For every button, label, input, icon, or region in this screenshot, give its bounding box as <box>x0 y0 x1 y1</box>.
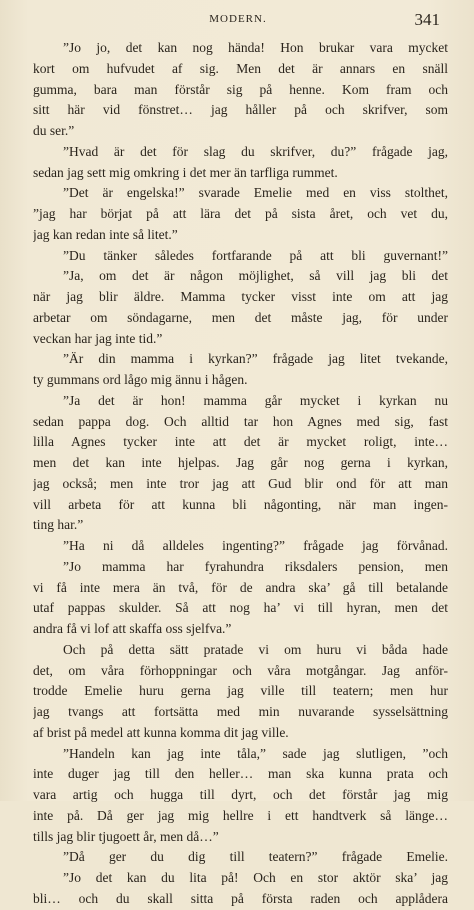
text-line: när jag blir äldre. Mamma tycker visst inte om att jag <box>33 289 448 304</box>
text-line: det, om våra förhoppningar och våra motgångar. Jag anför- <box>33 662 448 678</box>
text-line: sedan pappa dog. Och alltid tar hon Agnes med sig, fast <box>33 413 448 429</box>
text-line: ty gummans ord lågo mig ännu i hågen. <box>33 372 248 387</box>
text-line: ”Det är engelska!” svarade Emelie med en viss stolthet, <box>63 185 448 201</box>
text-line: jag också; men inte tror jag att Gud blir ond för att man <box>33 475 448 491</box>
text-line: inte på. Då ger jag mig hellre i ett handtverk så länge… <box>33 807 448 823</box>
text-line: sitt här vid fönstret… jag håller på och skrifver, som <box>33 102 448 118</box>
text-line: tills jag blir tjugoett år, men då…” <box>33 828 219 844</box>
text-line: ”Jo det kan du lita på! Och en stor aktör ska’ jag <box>63 870 448 885</box>
text-line: utaf pappas skulder. Så att nog ha’ vi till hyran, men det <box>33 600 448 616</box>
body-text <box>33 38 448 910</box>
text-line: bli… och du skall sitta på första raden och applådera <box>33 890 448 906</box>
text-line: vi få inte mera än två, för de andra ska’ gå till betalande <box>33 579 448 595</box>
text-line: trodde Emelie huru gerna jag ville till teatern; men hur <box>33 683 448 699</box>
page-number: 341 <box>414 10 440 29</box>
text-line: men det kan inte hjelpas. Jag går nog gerna i kyrkan, <box>33 455 448 470</box>
text-line: ”Jo mamma har fyrahundra riksdalers pension, men <box>63 558 448 574</box>
text-line: inte duger jag till den heller… man ska kunna prata och <box>33 766 448 782</box>
text-line: ”Då ger du dig till teatern?” frågade Emelie. <box>63 849 448 865</box>
text-line: vill arbeta för att kunna bli någonting, när man ingen- <box>33 496 448 512</box>
text-line: sedan jag sett mig omkring i det mer än tarfliga rummet. <box>33 164 338 180</box>
text-line: veckan har jag inte tid.” <box>33 330 163 346</box>
text-line: gumma, bara man förstår sig på henne. Kom fram och <box>33 81 448 97</box>
text-line: ”Ja, om det är någon möjlighet, så vill jag bli det <box>63 268 448 284</box>
text-line: jag tvangs att fortsätta med min nuvarande sysselsättning <box>33 704 448 719</box>
text-line: kort om hufvudet af sig. Men det är annars en snäll <box>33 60 448 76</box>
text-line: ”Ja det är hon! mamma går mycket i kyrkan nu <box>63 392 448 408</box>
text-line: ”Är din mamma i kyrkan?” frågade jag litet tvekande, <box>63 351 448 367</box>
text-line: vara artig och hugga till dyrt, och det förstår jag mig <box>33 787 448 802</box>
text-line: Och på detta sätt pratade vi om huru vi båda hade <box>63 641 448 657</box>
text-line: ”Du tänker således fortfarande på att bli guvernant!” <box>63 247 448 263</box>
text-line: ”Hvad är det för slag du skrifver, du?” frågade jag, <box>63 143 448 159</box>
running-title: MODERN. <box>209 13 267 25</box>
text-line: ”jag har börjat på att lära det på sista året, och vet du, <box>33 206 448 221</box>
text-line: ting har.” <box>33 517 84 533</box>
text-line: ”Handeln kan jag inte tåla,” sade jag slutligen, ”och <box>63 745 448 761</box>
running-head <box>32 10 444 30</box>
text-line: du ser.” <box>33 123 75 138</box>
text-line: andra få vi lof att skaffa oss sjelfva.” <box>33 621 232 636</box>
text-line: ”Jo jo, det kan nog hända! Hon brukar vara mycket <box>63 40 448 55</box>
text-line: lilla Agnes tycker inte att det är mycket roligt, inte… <box>33 434 448 450</box>
text-line: af brist på medel att kunna komma dit jag ville. <box>33 724 289 740</box>
text-line: jag kan redan inte så litet.” <box>33 226 178 242</box>
text-line: ”Ha ni då alldeles ingenting?” frågade jag förvånad. <box>63 538 448 553</box>
text-line: arbetar om söndagarne, men det måste jag, för under <box>33 309 448 325</box>
